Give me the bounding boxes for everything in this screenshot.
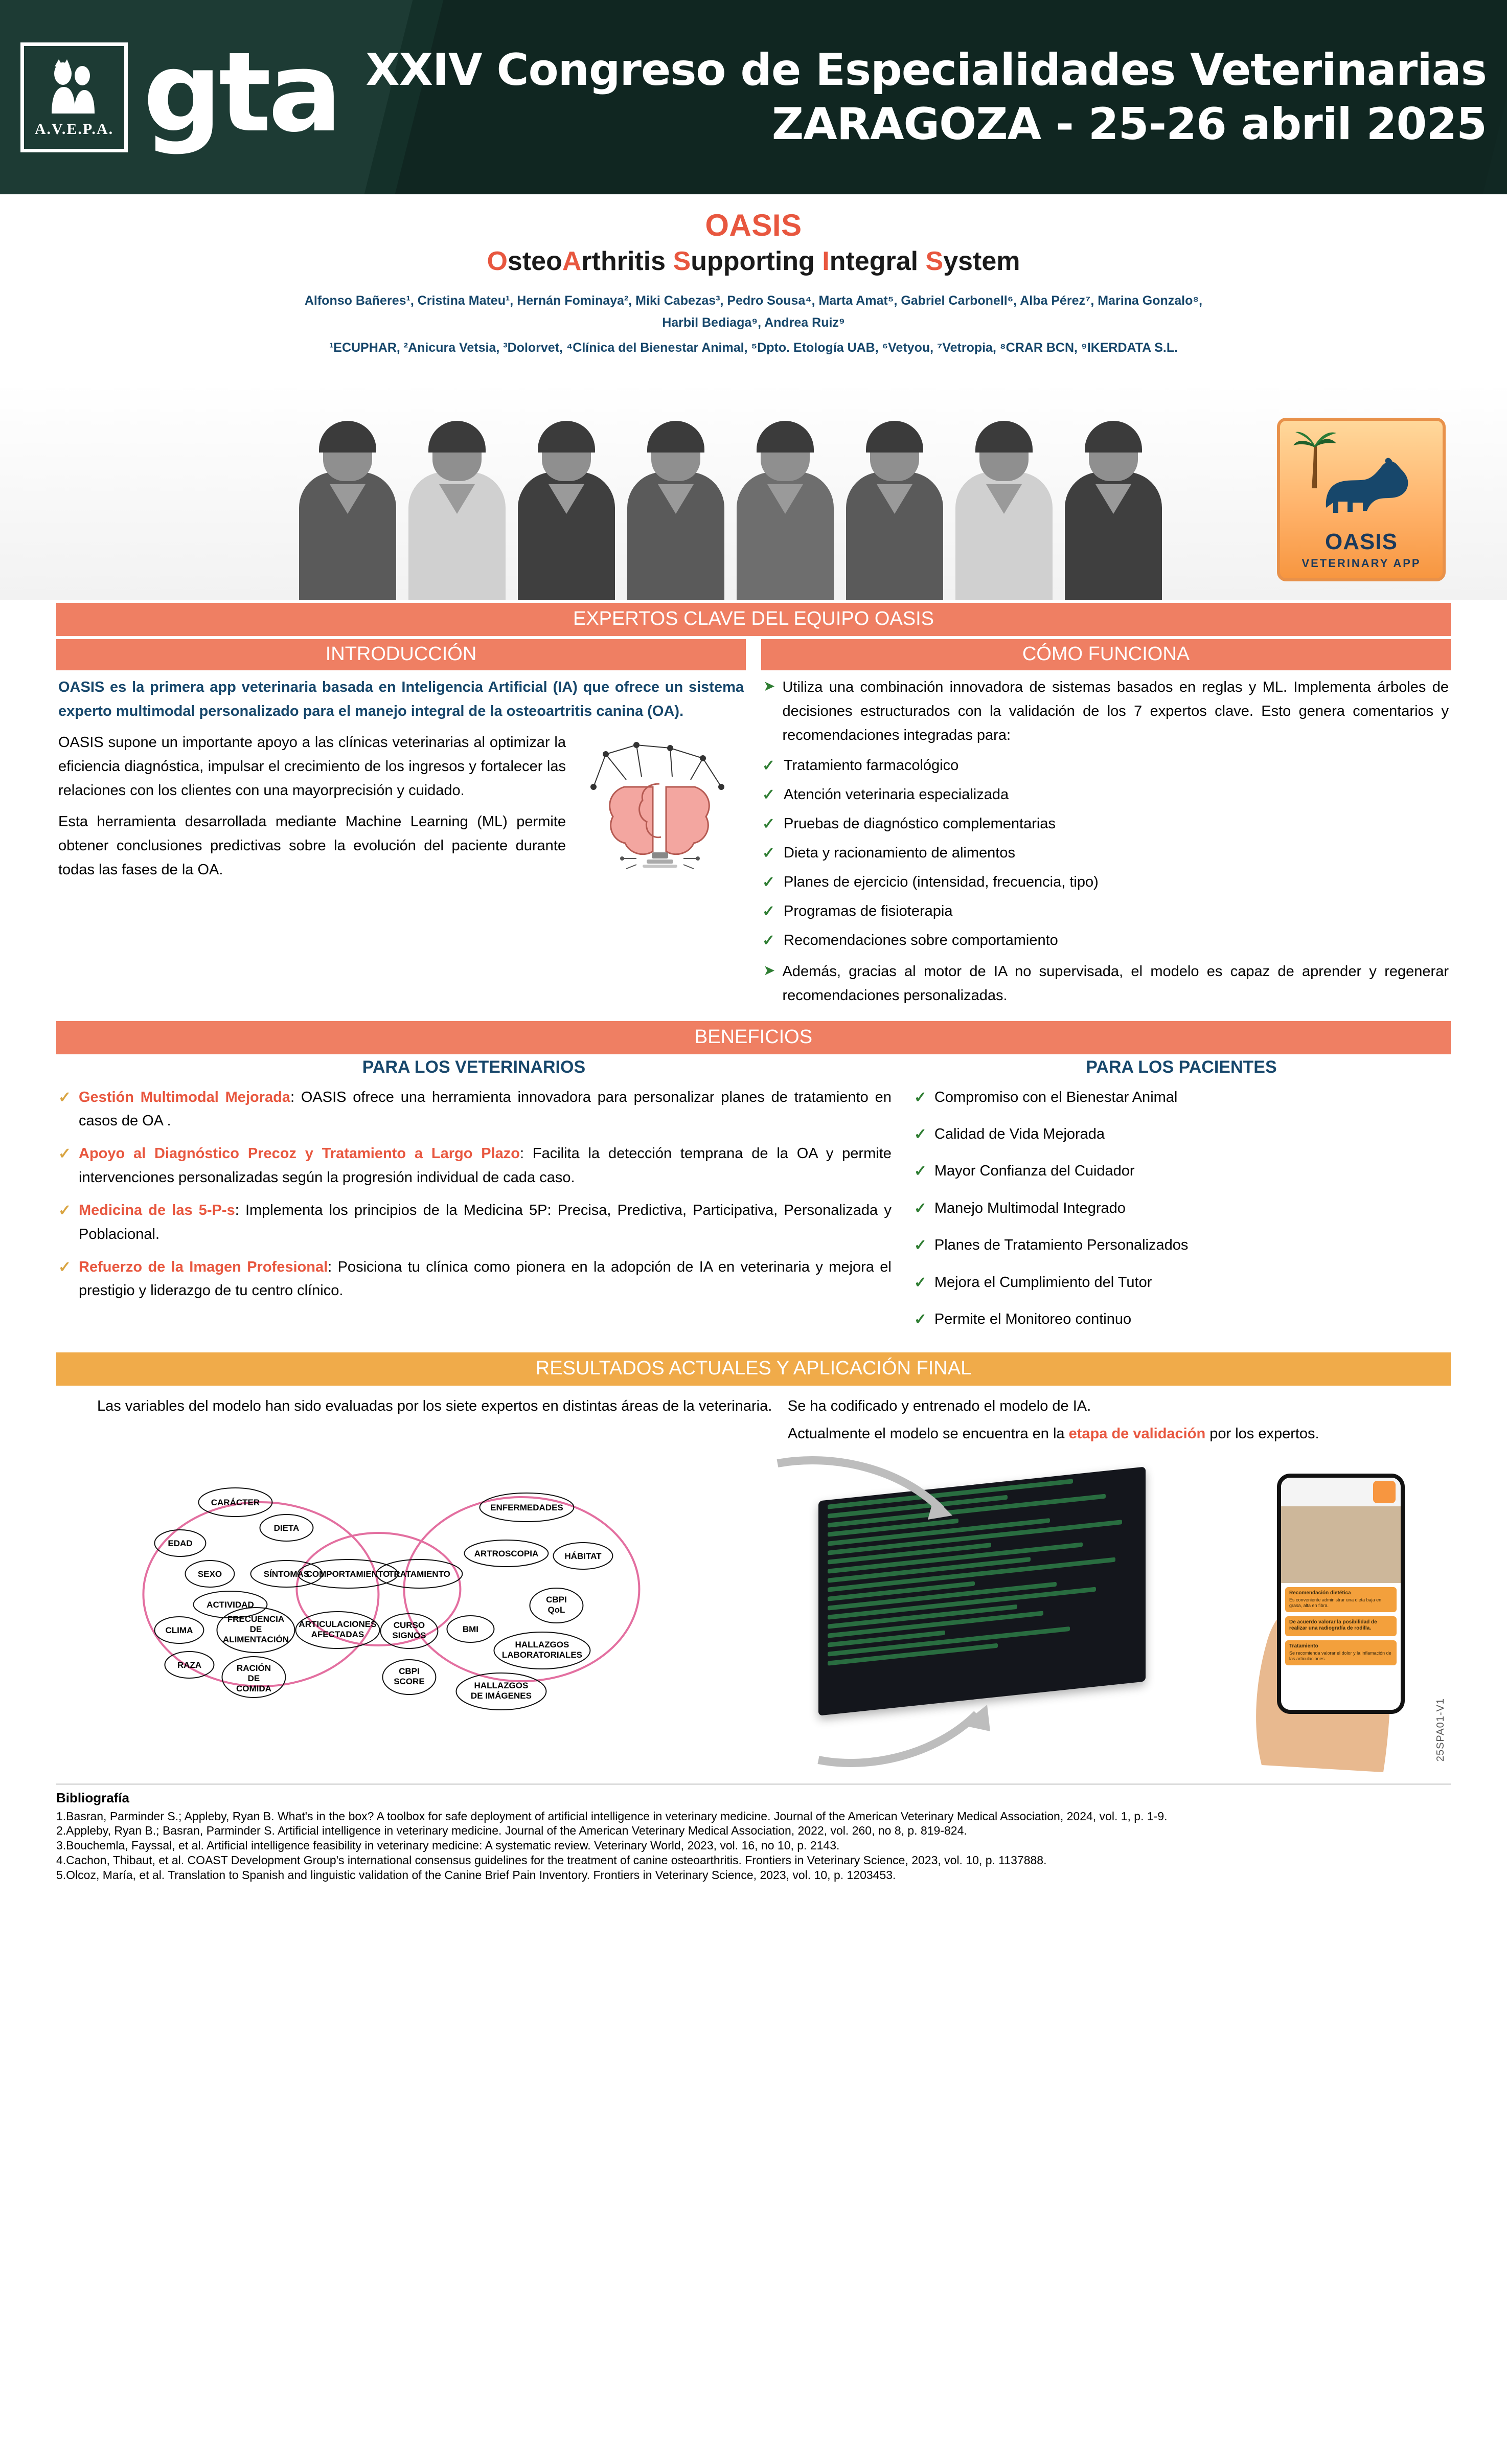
recommendation-card-title: Recomendación dietética [1289, 1590, 1351, 1596]
svg-text:ENFERMEDADES: ENFERMEDADES [490, 1503, 563, 1512]
results-right-text-2 [788, 1420, 1451, 1448]
benefits-columns [56, 1057, 1451, 1345]
bibliography-divider [56, 1783, 1451, 1785]
authors [31, 290, 1476, 333]
recommendation-card-body: Es conveniente administrar una dieta baja en grasa, alta en fibra. [1289, 1597, 1382, 1609]
svg-text:TRATAMIENTO: TRATAMIENTO [389, 1569, 450, 1579]
benefit-item: ✓ Mayor Confianza del Cuidador [912, 1159, 1451, 1183]
subtitle-part: ntegral [829, 246, 926, 276]
svg-text:SIGNOS: SIGNOS [392, 1631, 426, 1640]
results-banner: RESULTADOS ACTUALES Y APLICACIÓN FINAL [56, 1352, 1451, 1386]
intro-paragraph-2: Esta herramienta desarrollada mediante Machine Learning (ML) permite obtener conclusiones predictivas sobre la evolución del paciente durante todas las fases de la OA. [58, 813, 566, 878]
svg-text:ALIMENTACIÓN: ALIMENTACIÓN [222, 1635, 289, 1644]
list-item: ✓ Dieta y racionamiento de alimentos [784, 841, 1449, 865]
benefit-item-bold: Refuerzo de la Imagen Profesional [79, 1258, 328, 1275]
team-member-photo [625, 380, 727, 600]
bibliography-entry: 1.Basran, Parminder S.; Appleby, Ryan B. What's in the box? A toolbox for safe deployment of artificial intelligence in veterinary medicine. Journal of the American Veterinary Medical Association, 2024, vol. 1, p. 1-9. [56, 1809, 1168, 1823]
page-subtitle [31, 246, 1476, 277]
results-section [0, 1352, 1507, 1780]
phone-screen [1277, 1474, 1405, 1714]
benefit-item-bold: Gestión Multimodal Mejorada [79, 1089, 290, 1105]
benefits-vets-heading: PARA LOS VETERINARIOS [362, 1057, 586, 1077]
team-member-photo [843, 380, 946, 600]
team-photo-people [169, 380, 1292, 600]
page-title: OASIS [705, 208, 802, 242]
svg-text:LABORATORIALES: LABORATORIALES [501, 1650, 582, 1660]
benefit-item: ✓ Permite el Monitoreo continuo [912, 1307, 1451, 1331]
results-right-text-2b: por los expertos. [1205, 1426, 1319, 1442]
recommendation-card [1285, 1640, 1397, 1665]
team-member-photo [1062, 380, 1164, 600]
intro-heading: INTRODUCCIÓN [56, 639, 746, 670]
svg-text:HALLAZGOS: HALLAZGOS [515, 1640, 569, 1649]
affiliations: ¹ECUPHAR, ²Anicura Vetsia, ³Dolorvet, ⁴Clínica del Bienestar Animal, ⁵Dpto. Etología UAB, ⁶Vetyou, ⁷Vetropia, ⁸CRAR BCN, ⁹IKERDATA S.L. [329, 341, 1178, 355]
subtitle-part: ystem [943, 246, 1020, 276]
benefits-banner: BENEFICIOS [56, 1021, 1451, 1054]
title-area [0, 194, 1507, 355]
recommendation-card [1285, 1587, 1397, 1612]
congress-title-line2: ZARAGOZA - 25-26 abril 2025 [771, 99, 1487, 150]
flow-arrow-bottom-icon [808, 1678, 1023, 1775]
svg-text:COMPORTAMIENTO: COMPORTAMIENTO [306, 1569, 390, 1579]
svg-text:DE: DE [247, 1674, 260, 1683]
svg-text:CLIMA: CLIMA [165, 1625, 193, 1635]
bibliography-entry: 3.Bouchemla, Fayssal, et al. Artificial intelligence feasibility in veterinary medicine: A systematic review. Veterinary World, 2023, vol. 16, no 10, p. 2143. [56, 1839, 840, 1852]
benefits-patients-column [912, 1057, 1451, 1345]
svg-text:QoL: QoL [547, 1605, 565, 1615]
flow-arrow-top-icon [772, 1448, 987, 1535]
team-member-photo [953, 380, 1055, 600]
intro-column [56, 639, 746, 1014]
results-right-text-1: Se ha codificado y entrenado el modelo de IA. [787, 1398, 1091, 1415]
benefits-vets-column [56, 1057, 892, 1345]
results-left-text: Las variables del modelo han sido evaluadas por los siete expertos en distintas áreas de la veterinaria. [97, 1398, 772, 1415]
svg-text:ARTICULACIONES: ARTICULACIONES [299, 1619, 377, 1629]
variables-diagram [56, 1426, 772, 1753]
benefits-patients-heading: PARA LOS PACIENTES [1086, 1057, 1277, 1077]
benefit-item: ✓ Manejo Multimodal Integrado [912, 1196, 1451, 1220]
team-member-photo [515, 380, 618, 600]
benefit-item-text: : Implementa los principios de la Medicina 5P: Precisa, Predictiva, Participativa, Personalizada y Poblacional. [79, 1202, 892, 1242]
svg-text:DIETA: DIETA [273, 1523, 300, 1533]
oasis-app-icon [1373, 1481, 1396, 1503]
svg-text:BMI: BMI [462, 1624, 479, 1634]
subtitle-part: A [562, 246, 582, 276]
recommendation-card-title: Tratamiento [1289, 1643, 1318, 1649]
subtitle-part: S [673, 246, 691, 276]
list-item: ✓ Atención veterinaria especializada [784, 783, 1449, 807]
benefit-item [56, 1086, 892, 1133]
svg-text:CURSO: CURSO [393, 1620, 425, 1630]
avepa-animals-icon [43, 56, 105, 117]
ai-brain-icon [575, 731, 744, 899]
svg-text:DE: DE [249, 1624, 262, 1634]
oasis-app-tagline: VETERINARY APP [1302, 557, 1421, 570]
recommendation-card-title: De acuerdo valorar la posibilidad de realizar una radiografía de rodilla. [1289, 1619, 1377, 1632]
svg-text:DE IMÁGENES: DE IMÁGENES [470, 1691, 532, 1701]
list-item: ✓ Programas de fisioterapia [784, 899, 1449, 923]
how-heading: CÓMO FUNCIONA [761, 639, 1451, 670]
bibliography-section [0, 1783, 1507, 1903]
svg-text:COMIDA: COMIDA [236, 1684, 271, 1693]
congress-title-line1: XXIV Congreso de Especialidades Veterinarias [366, 44, 1487, 96]
svg-text:CBPI: CBPI [399, 1666, 420, 1676]
svg-text:SCORE: SCORE [394, 1677, 425, 1686]
recommendation-card-body: Se recomienda valorar el dolor y la inflamación de las articulaciones. [1289, 1651, 1391, 1662]
dog-silhouette-icon [1316, 457, 1418, 523]
gta-logo: gta [143, 28, 339, 156]
list-item: ✓ Recomendaciones sobre comportamiento [784, 929, 1449, 953]
svg-text:HÁBITAT: HÁBITAT [564, 1551, 602, 1561]
benefit-item: ✓ Mejora el Cumplimiento del Tutor [912, 1271, 1451, 1294]
benefit-item-text: : OASIS ofrece una herramienta innovadora para personalizar planes de tratamiento en casos de OA . [79, 1089, 892, 1129]
svg-text:HALLAZGOS: HALLAZGOS [474, 1681, 529, 1690]
svg-text:AFECTADAS: AFECTADAS [311, 1630, 364, 1639]
benefit-item: ✓ Calidad de Vida Mejorada [912, 1122, 1451, 1146]
header-logos [0, 0, 366, 194]
results-right-text-2a: Actualmente el modelo se encuentra en la [787, 1426, 1069, 1442]
app-mockup-area [788, 1453, 1451, 1780]
svg-text:ACTIVIDAD: ACTIVIDAD [207, 1600, 254, 1610]
svg-text:FRECUENCIA: FRECUENCIA [227, 1614, 285, 1624]
svg-text:RAZA: RAZA [177, 1660, 202, 1670]
subtitle-part: upporting [691, 246, 823, 276]
team-member-photo [296, 380, 399, 600]
experts-banner: EXPERTOS CLAVE DEL EQUIPO OASIS [56, 603, 1451, 636]
svg-text:CARÁCTER: CARÁCTER [211, 1498, 260, 1507]
oasis-app-badge [1277, 418, 1446, 581]
benefit-item-text: : Posiciona tu clínica como pionera en la adopción de IA en veterinaria y mejora el prestigio y liderazgo de tu centro clínico. [79, 1258, 892, 1299]
team-photo-strip [0, 365, 1507, 600]
list-item: ✓ Planes de ejercicio (intensidad, frecuencia, tipo) [784, 870, 1449, 894]
svg-text:CBPI: CBPI [546, 1595, 567, 1604]
benefit-item: ✓ Compromiso con el Bienestar Animal [912, 1086, 1451, 1109]
benefit-item-bold: Apoyo al Diagnóstico Precoz y Tratamiento a Largo Plazo [79, 1145, 520, 1162]
how-recommendation-list [784, 754, 1449, 953]
subtitle-part: I [822, 246, 830, 276]
authors-line-2: Harbil Bediaga⁹, Andrea Ruiz⁹ [662, 315, 845, 330]
subtitle-part: steo [507, 246, 562, 276]
poster-header [0, 0, 1507, 194]
bibliography-entry: 4.Cachon, Thibaut, et al. COAST Development Group's international consensus guidelines for the treatment of canine osteoarthritis. Frontiers in Veterinary Science, 2023, vol. 10, p. 1137888. [56, 1853, 1047, 1867]
svg-text:ARTROSCOPIA: ARTROSCOPIA [474, 1549, 539, 1558]
avepa-logo [20, 42, 128, 152]
how-body [761, 670, 1451, 1008]
benefits-section [0, 1021, 1507, 1345]
benefit-item [56, 1255, 892, 1303]
document-code: 25SPA01-V1 [1435, 1698, 1446, 1762]
results-right-text-highlight: etapa de validación [1068, 1426, 1206, 1442]
main-two-columns [0, 639, 1507, 1014]
results-columns [56, 1393, 1451, 1780]
svg-text:SEXO: SEXO [197, 1569, 222, 1579]
svg-text:EDAD: EDAD [168, 1539, 193, 1548]
intro-lead: OASIS es la primera app veterinaria basada en Inteligencia Artificial (IA) que ofrece un sistema experto multimodal personalizado para el manejo integral de la osteoartritis canina (OA). [58, 679, 744, 719]
how-paragraph-1-row [763, 675, 1449, 748]
phone-app-header [1281, 1478, 1401, 1506]
benefit-item-text: : Facilita la detección temprana de la OA y permite intervenciones personalizadas según la progresión individual de cada caso. [79, 1145, 892, 1186]
patient-dog-photo [1281, 1506, 1401, 1583]
header-congress-title [366, 0, 1507, 194]
results-right-column [788, 1393, 1451, 1780]
oasis-app-name: OASIS [1325, 529, 1398, 554]
team-member-photo [406, 380, 508, 600]
benefit-item-bold: Medicina de las 5-P-s [79, 1202, 235, 1219]
recommendation-card [1285, 1616, 1397, 1636]
authors-line-1: Alfonso Bañeres¹, Cristina Mateu¹, Hernán Fominaya², Miki Cabezas³, Pedro Sousa⁴, Marta Amat⁵, Gabriel Carbonell⁶, Alba Pérez⁷, Marina Gonzalo⁸, [304, 293, 1203, 308]
intro-body [56, 670, 746, 882]
svg-text:RACIÓN: RACIÓN [236, 1663, 271, 1673]
list-item: ✓ Tratamiento farmacológico [784, 754, 1449, 778]
benefit-item: ✓ Planes de Tratamiento Personalizados [912, 1233, 1451, 1257]
arrow-bullet-icon: ➤ [763, 678, 775, 694]
benefit-item [56, 1199, 892, 1246]
how-column [761, 639, 1451, 1014]
how-paragraph-1: Utiliza una combinación innovadora de sistemas basados en reglas y ML. Implementa árboles de decisiones estructurados con la validación de los 7 expertos clave. Esto genera comentarios y recomendaciones integradas para: [782, 679, 1449, 743]
how-paragraph-2: Además, gracias al motor de IA no supervisada, el modelo es capaz de aprender y regenerar recomendaciones personalizadas. [782, 963, 1449, 1004]
avepa-label: A.V.E.P.A. [34, 121, 114, 138]
bibliography-heading: Bibliografía [56, 1790, 130, 1805]
bibliography-entry: 5.Olcoz, María, et al. Translation to Spanish and linguistic validation of the Canine Brief Pain Inventory. Frontiers in Veterinary Science, 2023, vol. 10, p. 1203453. [56, 1868, 896, 1882]
subtitle-part: O [487, 246, 508, 276]
benefit-item [56, 1142, 892, 1189]
subtitle-part: rthritis [581, 246, 673, 276]
results-left-column [56, 1393, 772, 1780]
svg-text:SÍNTOMAS: SÍNTOMAS [263, 1569, 310, 1579]
list-item: ✓ Pruebas de diagnóstico complementarias [784, 812, 1449, 836]
team-member-photo [734, 380, 836, 600]
subtitle-part: S [925, 246, 944, 276]
how-paragraph-2-row [763, 960, 1449, 1008]
bibliography-entry: 2.Appleby, Ryan B.; Basran, Parminder S. Artificial intelligence in veterinary medicine. Journal of the American Veterinary Medical Association, 2022, vol. 260, no 8, p. 819-824. [56, 1824, 967, 1838]
arrow-bullet-icon: ➤ [763, 962, 775, 978]
intro-paragraph-1: OASIS supone un importante apoyo a las clínicas veterinarias al optimizar la eficiencia diagnóstica, impulsar el crecimiento de los ingresos y fortalecer las relaciones con los clientes con una mayorprecisión y cuidado. [58, 734, 566, 799]
